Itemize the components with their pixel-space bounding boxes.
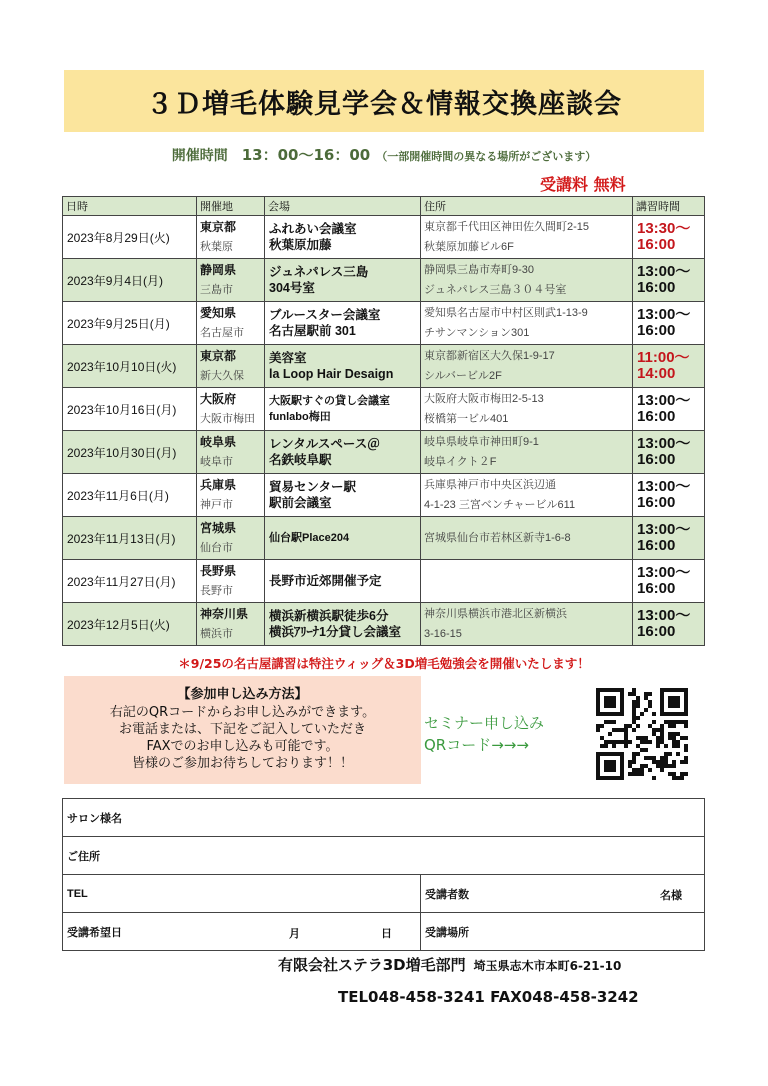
header-hours: 講習時間 xyxy=(633,197,705,216)
form-row-salon xyxy=(63,799,705,837)
event-hours xyxy=(633,431,705,474)
event-venue xyxy=(265,560,421,603)
table-row xyxy=(63,603,705,646)
form-row-date xyxy=(63,913,705,951)
event-hours xyxy=(633,302,705,345)
table-row xyxy=(63,345,705,388)
address-field[interactable] xyxy=(63,837,705,875)
event-area xyxy=(197,603,265,646)
event-address xyxy=(421,345,633,388)
venue-line: ブルースター会議室 xyxy=(269,308,381,322)
event-address xyxy=(421,560,633,603)
start-time: 13:00～ xyxy=(637,478,691,495)
desired-date-field[interactable] xyxy=(63,913,421,951)
event-date: 2023年9月4日(月) xyxy=(63,259,197,302)
event-venue xyxy=(265,345,421,388)
event-area xyxy=(197,560,265,603)
apply-line: お電話または、下記をご記入していただき xyxy=(118,722,366,737)
qr-label-line: セミナー申し込み xyxy=(424,714,545,732)
apply-instructions xyxy=(64,676,421,784)
address-line: 静岡県三島市寿町9-30 xyxy=(424,264,535,276)
schedule-body xyxy=(63,216,705,646)
apply-heading: 【参加申し込み方法】 xyxy=(177,687,308,702)
address-line: 4-1-23 三宮ベンチャービル611 xyxy=(424,499,576,511)
event-time xyxy=(0,144,768,165)
city: 三島市 xyxy=(200,284,233,296)
end-time: 16:00 xyxy=(637,451,676,468)
city: 大阪市梅田 xyxy=(200,413,255,425)
event-venue xyxy=(265,474,421,517)
header-venue: 会場 xyxy=(265,197,421,216)
apply-line: FAXでのお申し込みも可能です。 xyxy=(146,739,339,754)
prefecture: 宮城県 xyxy=(200,521,237,535)
venue-line: 名鉄岐阜駅 xyxy=(269,453,332,467)
city: 名古屋市 xyxy=(200,327,244,339)
event-date: 2023年10月16日(月) xyxy=(63,388,197,431)
event-hours xyxy=(633,517,705,560)
time-note: （一部開催時間の異なる場所がございます） xyxy=(376,150,597,163)
address-line: 岐阜イクト２F xyxy=(424,456,497,468)
company-address: 埼玉県志木市本町6-21-10 xyxy=(473,959,622,973)
venue-line: ジュネパレス三島 xyxy=(269,265,369,279)
end-time: 16:00 xyxy=(637,537,676,554)
company-contact: TEL048-458-3241 FAX048-458-3242 xyxy=(338,988,639,1006)
address-line: 東京都千代田区神田佐久間町2-15 xyxy=(424,221,590,233)
event-hours xyxy=(633,560,705,603)
event-date: 2023年12月5日(火) xyxy=(63,603,197,646)
address-label: ご住所 xyxy=(67,850,100,863)
end-time: 16:00 xyxy=(637,322,676,339)
end-time: 14:00 xyxy=(637,365,676,382)
prefecture: 岐阜県 xyxy=(200,435,237,449)
event-date: 2023年9月25日(月) xyxy=(63,302,197,345)
venue-line: 名古屋駅前 301 xyxy=(269,324,356,338)
city: 長野市 xyxy=(200,585,233,597)
venue-line: 大阪駅すぐの貸し会議室 xyxy=(269,395,390,407)
city: 神戸市 xyxy=(200,499,233,511)
table-row xyxy=(63,517,705,560)
event-hours xyxy=(633,345,705,388)
event-address xyxy=(421,431,633,474)
event-venue xyxy=(265,302,421,345)
start-time: 13:00～ xyxy=(637,435,691,452)
venue-line: la Loop Hair Desaign xyxy=(269,367,394,381)
prefecture: 大阪府 xyxy=(200,392,237,406)
venue-line: 304号室 xyxy=(269,281,315,295)
header-date: 日時 xyxy=(63,197,197,216)
address-line: シルバービル2F xyxy=(424,370,502,382)
table-row xyxy=(63,474,705,517)
address-line: 秋葉原加藤ビル6F xyxy=(424,241,514,253)
prefecture: 愛知県 xyxy=(200,306,237,320)
tel-field[interactable] xyxy=(63,875,421,913)
venue-line: 美容室 xyxy=(269,351,307,365)
table-row xyxy=(63,259,705,302)
event-area xyxy=(197,517,265,560)
venue-line: 仙台駅Place204 xyxy=(269,532,350,544)
city: 仙台市 xyxy=(200,542,233,554)
qr-label xyxy=(424,712,544,756)
event-date: 2023年11月13日(月) xyxy=(63,517,197,560)
event-date: 2023年10月10日(火) xyxy=(63,345,197,388)
city: 新大久保 xyxy=(200,370,244,382)
event-area xyxy=(197,259,265,302)
table-row xyxy=(63,216,705,259)
venue-line: 貿易センター駅 xyxy=(269,480,357,494)
event-venue xyxy=(265,603,421,646)
address-line: ジュネパレス三島３０４号室 xyxy=(424,284,567,296)
event-address xyxy=(421,388,633,431)
event-address xyxy=(421,216,633,259)
prefecture: 長野県 xyxy=(200,564,237,578)
address-line: 神奈川県横浜市港北区新横浜 xyxy=(424,608,567,620)
form-row-tel xyxy=(63,875,705,913)
event-area xyxy=(197,302,265,345)
month-label: 月 xyxy=(289,928,300,940)
venue-line: 横浜ｱﾘｰﾅ1分貸し会議室 xyxy=(269,625,401,639)
tel-label: TEL xyxy=(67,887,88,900)
prefecture: 兵庫県 xyxy=(200,478,237,492)
event-area xyxy=(197,216,265,259)
header-area: 開催地 xyxy=(197,197,265,216)
event-hours xyxy=(633,603,705,646)
event-venue xyxy=(265,517,421,560)
start-time: 13:00～ xyxy=(637,263,691,280)
address-line: 桜橋第一ビル401 xyxy=(424,413,509,425)
city: 秋葉原 xyxy=(200,241,233,253)
address-line: 岐阜県岐阜市神田町9-1 xyxy=(424,436,539,448)
end-time: 16:00 xyxy=(637,236,676,253)
start-time: 13:00～ xyxy=(637,564,691,581)
place-label: 受講場所 xyxy=(425,926,469,939)
event-venue xyxy=(265,259,421,302)
special-note: ＊9/25の名古屋講習は特注ウィッグ＆3D増毛勉強会を開催いたします！ xyxy=(178,656,590,671)
apply-line: 右記のQRコードからお申し込みができます。 xyxy=(109,705,376,720)
attendees-unit: 名様 xyxy=(660,890,682,902)
form-row-address xyxy=(63,837,705,875)
event-address xyxy=(421,603,633,646)
schedule-table xyxy=(62,196,705,646)
event-area xyxy=(197,474,265,517)
event-address xyxy=(421,259,633,302)
place-field[interactable] xyxy=(421,913,705,951)
event-venue xyxy=(265,216,421,259)
event-area xyxy=(197,345,265,388)
desired-date-label: 受講希望日 xyxy=(67,926,122,939)
attendees-label: 受講者数 xyxy=(425,888,469,901)
address-line: 宮城県仙台市若林区新寺1-6-8 xyxy=(424,532,571,544)
time-label: 開催時間 xyxy=(171,148,228,164)
start-time: 13:00～ xyxy=(637,306,691,323)
event-address xyxy=(421,302,633,345)
event-address xyxy=(421,517,633,560)
event-date: 2023年11月27日(月) xyxy=(63,560,197,603)
event-hours xyxy=(633,259,705,302)
venue-line: 駅前会議室 xyxy=(269,496,332,510)
attendees-field[interactable] xyxy=(421,875,705,913)
prefecture: 静岡県 xyxy=(200,263,237,277)
event-area xyxy=(197,431,265,474)
table-row xyxy=(63,302,705,345)
fee-notice: 受講料 無料 xyxy=(540,175,626,194)
start-time: 11:00～ xyxy=(637,349,690,366)
start-time: 13:30～ xyxy=(637,220,691,237)
venue-line: レンタルスペース＠ xyxy=(269,437,380,451)
table-row xyxy=(63,560,705,603)
start-time: 13:00～ xyxy=(637,607,691,624)
end-time: 16:00 xyxy=(637,623,676,640)
event-area xyxy=(197,388,265,431)
end-time: 16:00 xyxy=(637,580,676,597)
company-info xyxy=(278,954,621,975)
end-time: 16:00 xyxy=(637,408,676,425)
table-row xyxy=(63,388,705,431)
qr-label-line: QRコード→→→ xyxy=(424,736,529,754)
day-label: 日 xyxy=(381,928,392,940)
event-venue xyxy=(265,431,421,474)
start-time: 13:00～ xyxy=(637,521,691,538)
venue-line: ふれあい会議室 xyxy=(269,222,357,236)
salon-name-field[interactable] xyxy=(63,799,705,837)
city: 岐阜市 xyxy=(200,456,233,468)
page-title: ３Ｄ増毛体験見学会＆情報交換座談会 xyxy=(146,88,622,120)
event-hours xyxy=(633,216,705,259)
table-row xyxy=(63,431,705,474)
end-time: 16:00 xyxy=(637,279,676,296)
salon-name-label: サロン様名 xyxy=(67,812,122,825)
prefecture: 東京都 xyxy=(200,349,237,363)
address-line: 大阪府大阪市梅田2-5-13 xyxy=(424,393,544,405)
venue-line: 横浜新横浜駅徒歩6分 xyxy=(269,609,389,623)
event-date: 2023年11月6日(月) xyxy=(63,474,197,517)
title-banner xyxy=(64,70,704,132)
application-form xyxy=(62,798,705,951)
prefecture: 東京都 xyxy=(200,220,237,234)
venue-line: funlabo梅田 xyxy=(269,411,331,423)
end-time: 16:00 xyxy=(637,494,676,511)
venue-line: 秋葉原加藤 xyxy=(269,238,332,252)
venue-line: 長野市近郊開催予定 xyxy=(269,574,382,588)
address-line: チサンマンション301 xyxy=(424,327,530,339)
address-line: 東京都新宿区大久保1-9-17 xyxy=(424,350,555,362)
address-line: 愛知県名古屋市中村区則武1-13-9 xyxy=(424,307,588,319)
prefecture: 神奈川県 xyxy=(200,607,249,621)
event-date: 2023年10月30日(月) xyxy=(63,431,197,474)
qr-code-icon[interactable] xyxy=(596,688,688,780)
city: 横浜市 xyxy=(200,628,233,640)
schedule-header-row xyxy=(63,197,705,216)
event-venue xyxy=(265,388,421,431)
header-address: 住所 xyxy=(421,197,633,216)
company-name: 有限会社ステラ3D増毛部門 xyxy=(278,956,466,974)
start-time: 13:00～ xyxy=(637,392,691,409)
event-address xyxy=(421,474,633,517)
address-line: 3-16-15 xyxy=(424,628,462,640)
time-value: 13：00～16：00 xyxy=(241,146,371,164)
event-hours xyxy=(633,474,705,517)
event-date: 2023年8月29日(火) xyxy=(63,216,197,259)
apply-line: 皆様のご参加お待ちしております！！ xyxy=(131,756,353,771)
event-hours xyxy=(633,388,705,431)
address-line: 兵庫県神戸市中央区浜辺通 xyxy=(424,479,556,491)
